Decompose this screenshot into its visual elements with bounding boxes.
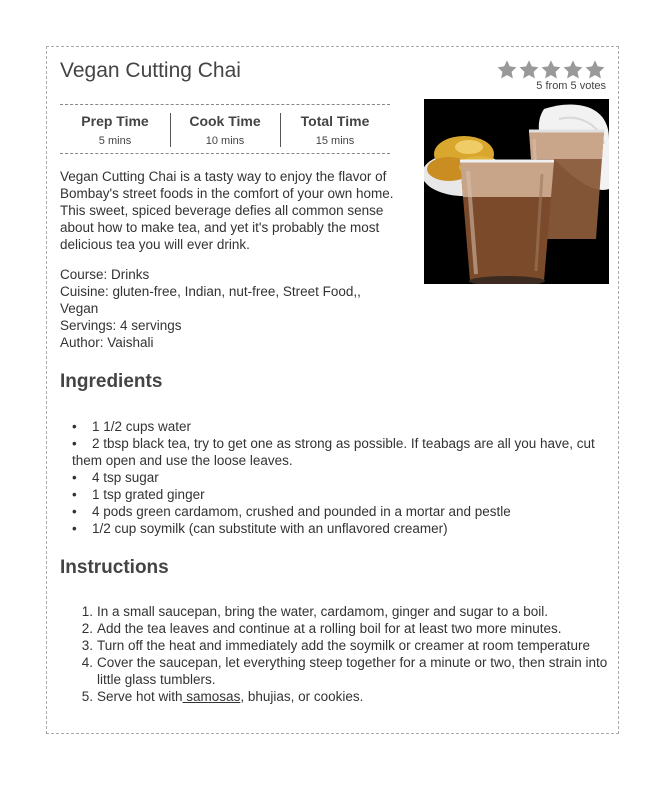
star-icon[interactable] [540, 59, 562, 81]
step-text [97, 688, 610, 705]
list-item [60, 486, 600, 503]
bullet-icon: • [72, 470, 77, 485]
recipe-meta [60, 266, 390, 351]
step-number: 2. [81, 621, 93, 636]
list-item [60, 654, 610, 688]
cook-time [170, 105, 280, 153]
cook-time-value: 10 mins [205, 135, 245, 147]
step-text-after-link: , bhujias, or cookies. [240, 689, 364, 704]
list-item [60, 418, 600, 435]
ingredient-text: 4 tsp sugar [92, 470, 159, 485]
list-item [60, 603, 610, 620]
total-time-label: Total Time [300, 113, 370, 129]
ingredient-text: 1 1/2 cups water [92, 419, 192, 434]
list-item [60, 469, 600, 486]
list-item [60, 688, 610, 705]
star-icon[interactable] [562, 59, 584, 81]
recipe-title: Vegan Cutting Chai [60, 59, 241, 82]
cook-time-label: Cook Time [189, 113, 261, 129]
recipe-card [46, 46, 619, 734]
instructions-list [60, 603, 610, 705]
ingredients-heading: Ingredients [60, 371, 163, 392]
list-item [60, 503, 600, 520]
rating-votes: 5 from 5 votes [536, 80, 606, 92]
instructions-heading: Instructions [60, 557, 169, 578]
bullet-icon: • [72, 521, 77, 536]
step-number: 4. [81, 655, 93, 670]
prep-time [60, 105, 170, 153]
recipe-cuisine: Cuisine: gluten-free, Indian, nut-free, Street Food,, Vegan [60, 284, 361, 316]
step-number: 5. [81, 689, 93, 704]
star-icon[interactable] [584, 59, 606, 81]
recipe-servings: Servings: 4 servings [60, 318, 182, 333]
rating-stars[interactable] [496, 59, 606, 81]
total-time-value: 15 mins [315, 135, 355, 147]
bullet-icon: • [72, 436, 77, 451]
ingredient-text: 1/2 cup soymilk (can substitute with an unflavored creamer) [92, 521, 448, 536]
step-text: In a small saucepan, bring the water, cardamom, ginger and sugar to a boil. [97, 604, 549, 619]
list-item [60, 620, 610, 637]
recipe-author: Author: Vaishali [60, 335, 154, 350]
chai-glasses-image [424, 99, 609, 284]
star-icon[interactable] [518, 59, 540, 81]
bullet-icon: • [72, 504, 77, 519]
ingredients-list [60, 418, 600, 537]
prep-time-label: Prep Time [81, 113, 149, 129]
recipe-photo [424, 99, 609, 284]
samosas-link[interactable]: samosas [182, 689, 241, 704]
step-text: Turn off the heat and immediately add the soymilk or creamer at room temperature [97, 638, 590, 653]
recipe-times [60, 104, 390, 154]
step-text: Add the tea leaves and continue at a rolling boil for at least two more minutes. [97, 621, 562, 636]
bullet-icon: • [72, 487, 77, 502]
step-number: 3. [81, 638, 93, 653]
recipe-course: Course: Drinks [60, 267, 150, 282]
ingredient-text: 1 tsp grated ginger [92, 487, 205, 502]
step-text: Cover the saucepan, let everything steep together for a minute or two, then strain into little glass tumblers. [97, 655, 608, 687]
ingredient-text: 2 tbsp black tea, try to get one as strong as possible. If teabags are all you have, cut them open and use the loose leaves. [72, 436, 595, 468]
star-icon[interactable] [496, 59, 518, 81]
recipe-summary: Vegan Cutting Chai is a tasty way to enjoy the flavor of Bombay's street foods in the comfort of your own home. This sweet, spiced beverage defies all common sense about how to make tea, and yet it's probably the most delicious tea you will ever drink. [60, 169, 394, 252]
list-item [60, 435, 600, 469]
bullet-icon: • [72, 419, 77, 434]
total-time [280, 105, 390, 153]
prep-time-value: 5 mins [98, 135, 132, 147]
list-item [60, 637, 610, 654]
list-item [60, 520, 600, 537]
ingredient-text: 4 pods green cardamom, crushed and pounded in a mortar and pestle [92, 504, 511, 519]
step-text-before-link: Serve hot with [97, 689, 183, 704]
step-number: 1. [81, 604, 93, 619]
